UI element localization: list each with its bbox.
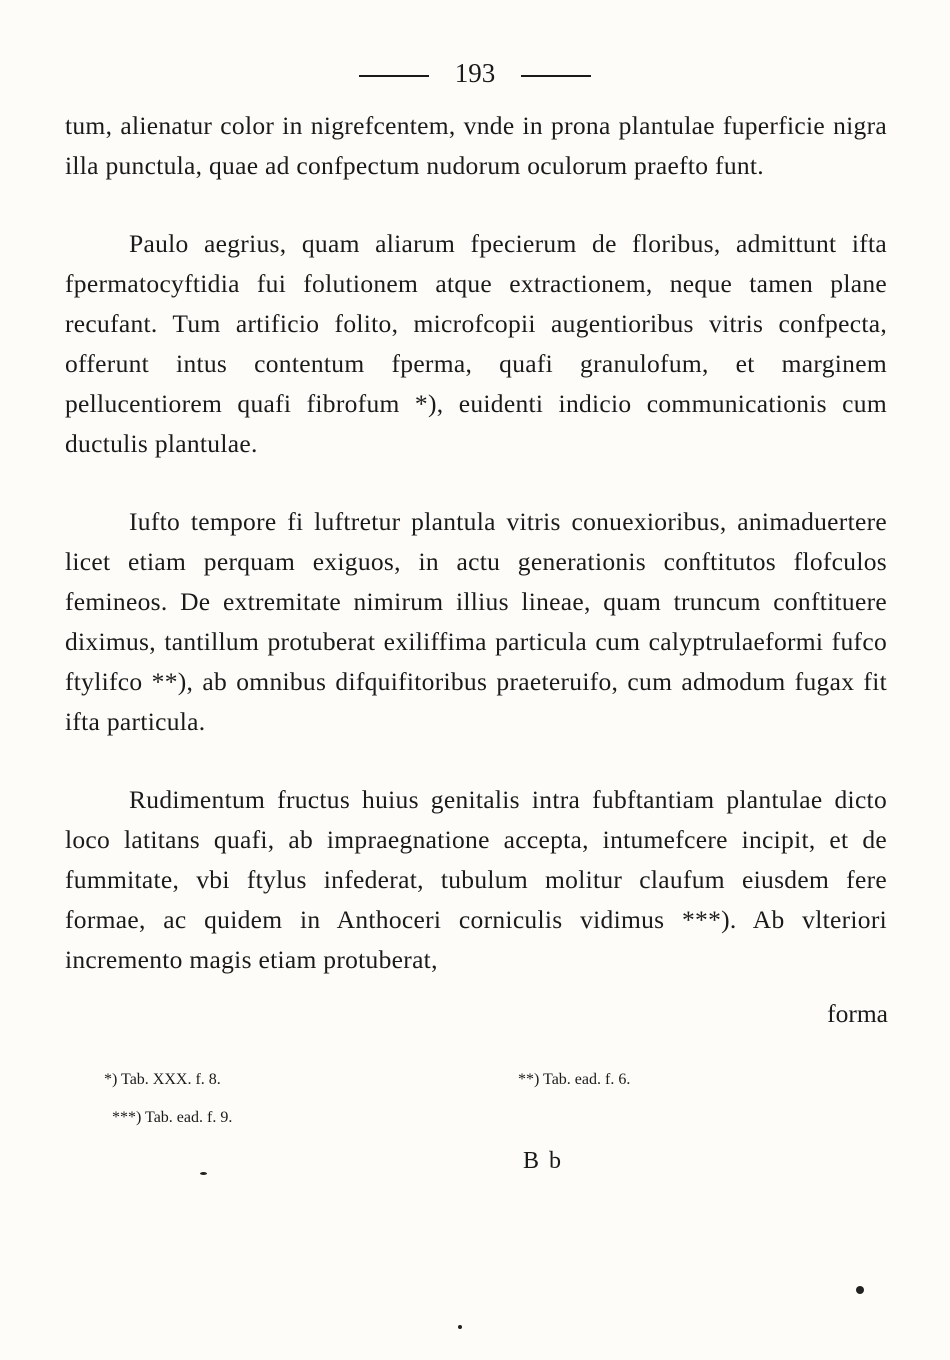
signature-mark: B b [523, 1148, 564, 1174]
main-text [65, 106, 887, 1018]
ink-speck [458, 1325, 462, 1329]
paragraph-3: Iufto tempore fi luftretur plantula vitris conuexioribus, animaduertere licet etiam perquam exiguos, in actu generationis conftitutos flofculos femineos. De extremitate nimirum illius lineae, quam truncum conftituere diximus, tantillum protuberat exiliffima particula cum calyptrulaeformi fufco ftylifco **), ab omnibus difquifitoribus praeteruifo, cum admodum fugax fit ifta particula. [65, 507, 887, 736]
paragraph-1: tum, alienatur color in nigrefcentem, vnde in prona plantulae fuperficie nigra illa punctula, quae ad confpectum nudorum oculorum praefto funt. [65, 111, 887, 180]
paragraph-4: Rudimentum fructus huius genitalis intra fubftantiam plantulae dicto loco latitans quafi, ab impraegnatione accepta, intumefcere incipit, et de fummitate, vbi ftylus infederat, tubulum molitur claufum eiusdem fere formae, ac quidem in Anthoceri corniculis vidimus ***). Ab vlteriori incremento magis etiam protuberat, [65, 785, 887, 974]
header-rule-right [521, 75, 591, 77]
ink-speck [856, 1286, 864, 1294]
header-rule-left [359, 75, 429, 77]
footnote-3: ***) Tab. ead. f. 9. [112, 1109, 233, 1126]
ink-speck [200, 1172, 207, 1175]
catchword: forma [827, 999, 888, 1028]
page-number: 193 [454, 58, 496, 88]
footnote-2: **) Tab. ead. f. 6. [518, 1071, 631, 1088]
paragraph-2: Paulo aegrius, quam aliarum fpecierum de floribus, admittunt ifta fpermatocyftidia fui folutionem atque extractionem, neque tamen plane recufant. Tum artificio folito, microfcopii augentioribus vitris confpecta, offerunt intus contentum fperma, quafi granulofum, et marginem pellucentiorem quafi fibrofum *), euidenti indicio communicationis cum ductulis plantulae. [65, 229, 887, 458]
footnote-1: *) Tab. XXX. f. 8. [104, 1071, 221, 1088]
page-header [0, 56, 950, 90]
